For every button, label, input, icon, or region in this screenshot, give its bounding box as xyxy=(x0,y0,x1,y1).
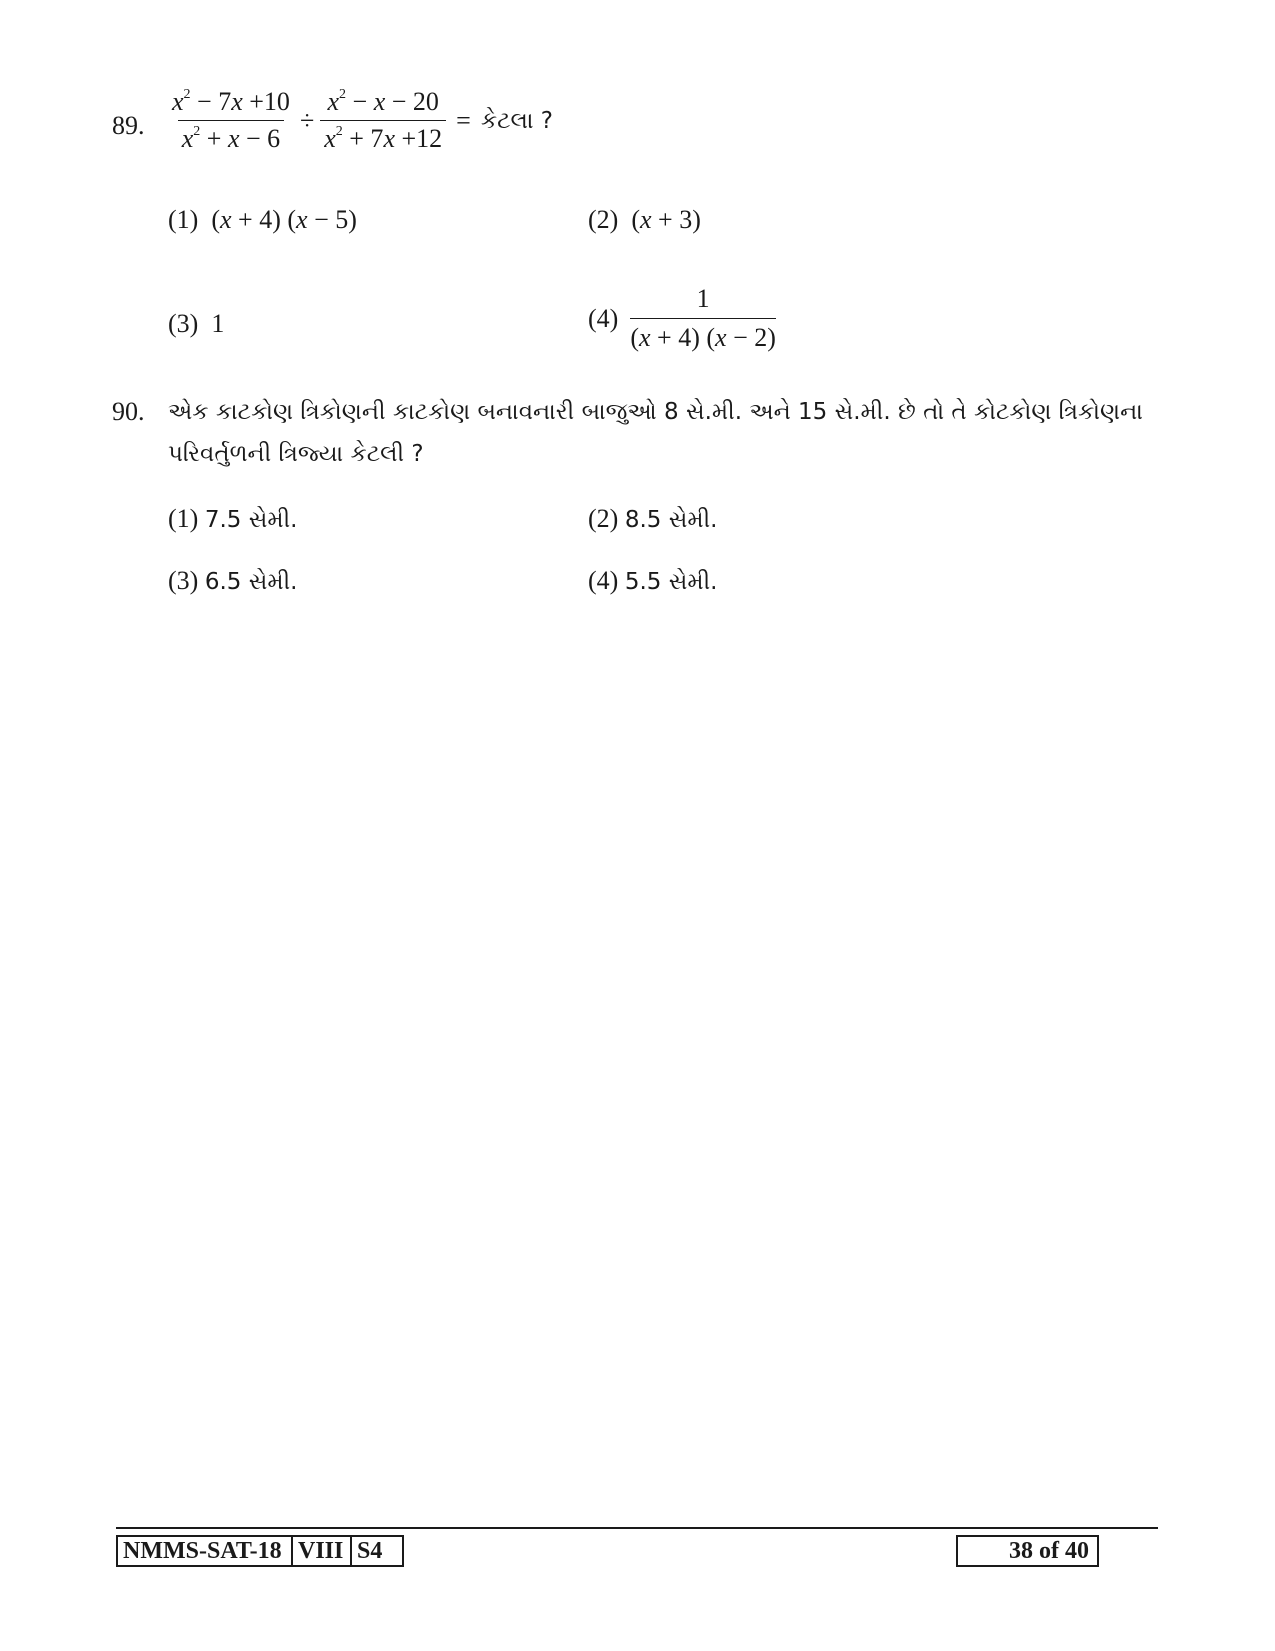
question-text: કેટલા ? xyxy=(480,107,553,134)
q89-expression xyxy=(168,87,553,154)
footer-set: S4 xyxy=(350,1535,404,1567)
fraction-2-numerator: $x^2 - x - 20$ xyxy=(327,87,439,116)
question-number: 90. xyxy=(112,397,145,426)
fraction-2-denominator: $x^2 + 7x +12$ xyxy=(320,120,446,154)
question-text-line-1: એક કાટકોણ ત્રિકોણની કાટકોણ બનાવનારી બાજુઓ 8 સે.મી. અને 15 સે.મી. છે તો તે કોટકોણ ત્રિકોણના xyxy=(168,399,1143,425)
fraction-2 xyxy=(320,87,446,154)
footer-rule xyxy=(116,1527,1158,1529)
divide-sign: ÷ xyxy=(299,105,315,135)
option-4: (4) $\frac{1}{(x + 4) (x - 2)}$ xyxy=(588,284,776,352)
equals-sign: = xyxy=(456,105,471,135)
fraction-1-numerator: $x^2 - 7x +10$ xyxy=(172,87,290,116)
question-number: 89. xyxy=(112,111,145,140)
footer-page-number: 38 of 40 xyxy=(956,1535,1099,1567)
option-4-fraction: $\frac{1}{(x + 4) (x - 2)}$ xyxy=(630,284,776,352)
option-1: (1) (x + 4) (x − 5) xyxy=(168,205,357,234)
question-text-line-2: પરિવર્તુળની ત્રિજ્યા કેટલી ? xyxy=(168,441,424,467)
fraction-1-denominator: $x^2 + x - 6$ xyxy=(178,120,284,154)
option-1: (1) 7.5 સેમી. xyxy=(168,504,298,533)
option-2: (2) (x + 3) xyxy=(588,205,701,234)
option-4: (4) 5.5 સેમી. xyxy=(588,566,718,595)
footer-exam-code: NMMS-SAT-18 xyxy=(116,1535,293,1567)
option-3: (3) 6.5 સેમી. xyxy=(168,566,298,595)
fraction-1 xyxy=(168,87,294,154)
footer-grade: VIII xyxy=(291,1535,352,1567)
option-2: (2) 8.5 સેમી. xyxy=(588,504,718,533)
option-3: (3) 1 xyxy=(168,309,225,338)
